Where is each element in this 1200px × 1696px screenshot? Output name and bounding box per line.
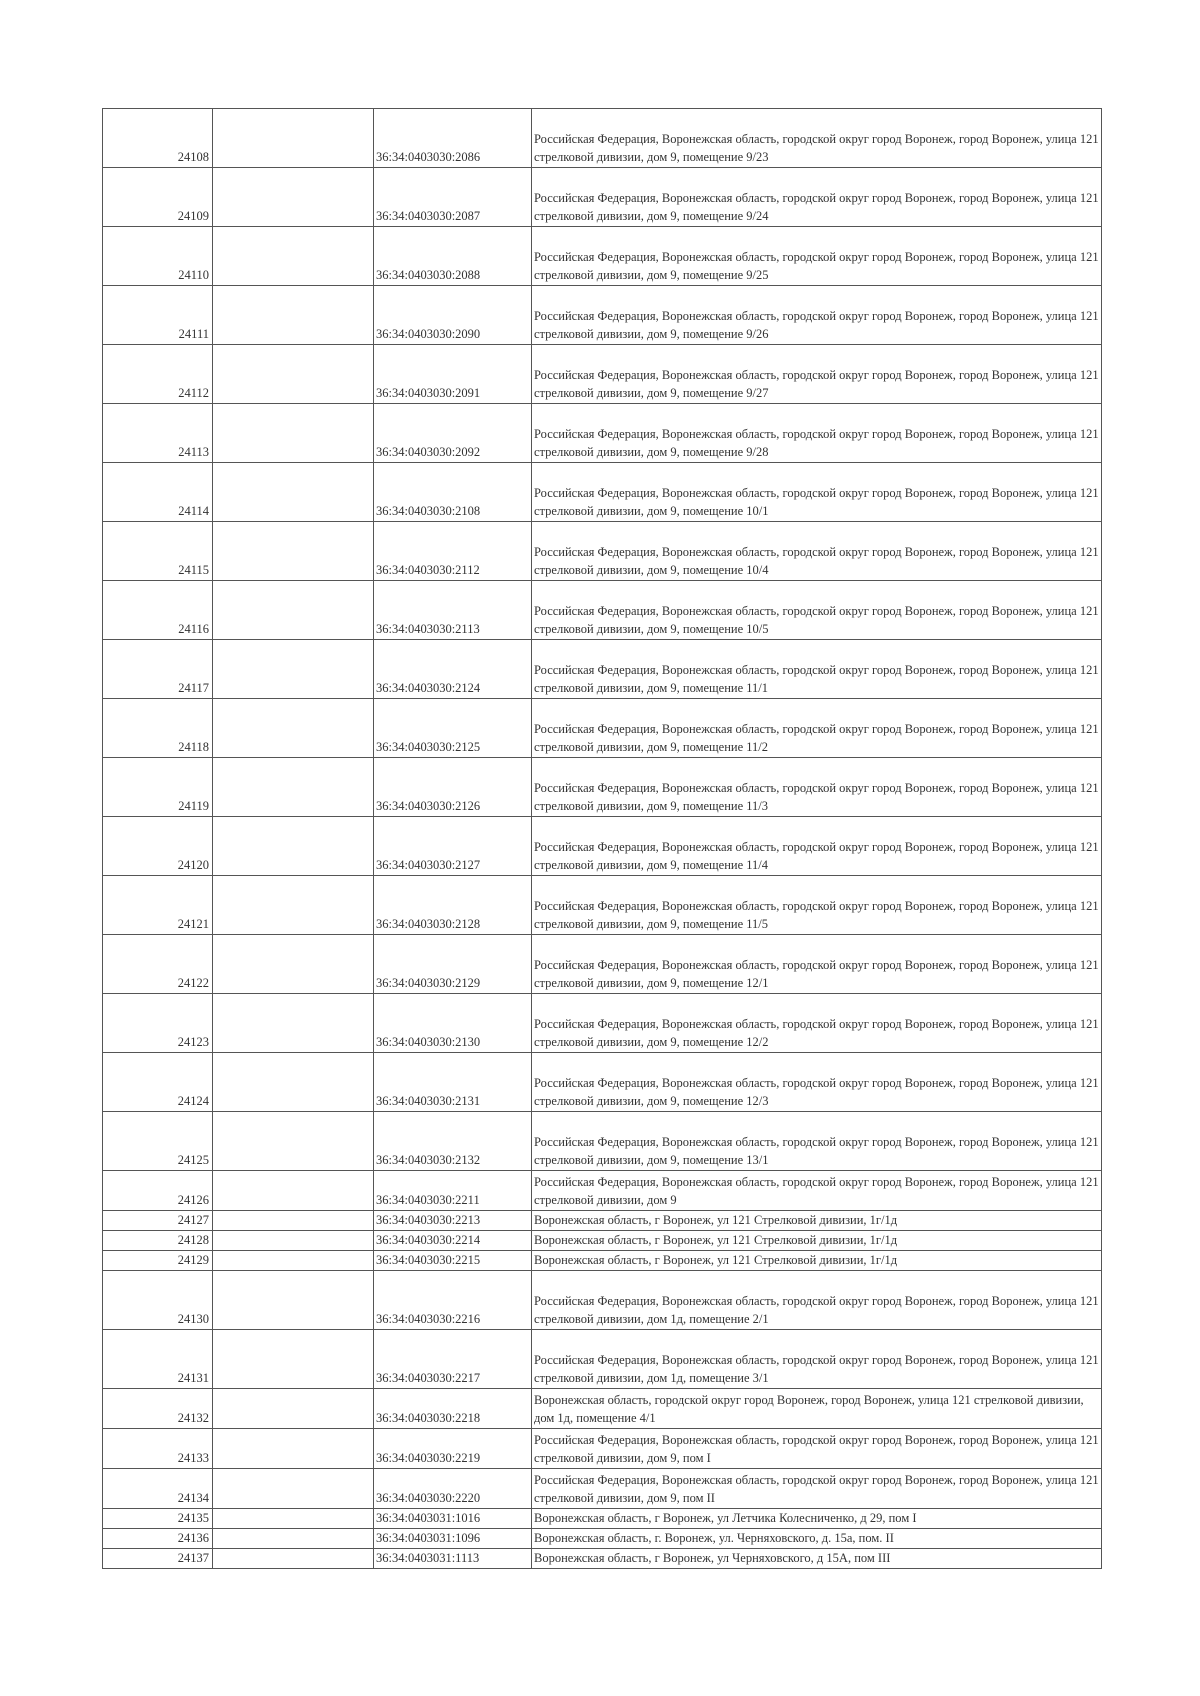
table-row (103, 286, 1102, 345)
address-cell: Российская Федерация, Воронежская область, городской округ город Воронеж, город Воронеж, улица 121 стрелковой дивизии, дом 9, помещение 9/25 (532, 227, 1102, 286)
address-cell: Воронежская область, г Воронеж, ул Черняховского, д 15А, пом III (532, 1549, 1102, 1569)
row-number-cell: 24121 (103, 876, 213, 935)
cadastral-number-cell: 36:34:0403030:2213 (374, 1211, 532, 1231)
row-empty-cell (213, 1429, 374, 1469)
row-empty-cell (213, 817, 374, 876)
row-empty-cell (213, 1330, 374, 1389)
table-row (103, 168, 1102, 227)
row-number-cell: 24136 (103, 1529, 213, 1549)
row-number-cell: 24128 (103, 1231, 213, 1251)
address-cell: Российская Федерация, Воронежская область, городской округ город Воронеж, город Воронеж, улица 121 стрелковой дивизии, дом 9, помещение 11/5 (532, 876, 1102, 935)
row-number-cell: 24124 (103, 1053, 213, 1112)
records-table (102, 108, 1102, 1569)
address-cell: Российская Федерация, Воронежская область, городской округ город Воронеж, город Воронеж, улица 121 стрелковой дивизии, дом 9, помещение 11/1 (532, 640, 1102, 699)
table-row (103, 463, 1102, 522)
table-row (103, 522, 1102, 581)
address-cell: Российская Федерация, Воронежская область, городской округ город Воронеж, город Воронеж, улица 121 стрелковой дивизии, дом 9, помещение 11/3 (532, 758, 1102, 817)
address-cell: Российская Федерация, Воронежская область, городской округ город Воронеж, город Воронеж, улица 121 стрелковой дивизии, дом 1д, помещение 2/1 (532, 1271, 1102, 1330)
table-row (103, 1251, 1102, 1271)
row-number-cell: 24113 (103, 404, 213, 463)
cadastral-number-cell: 36:34:0403030:2088 (374, 227, 532, 286)
cadastral-number-cell: 36:34:0403030:2214 (374, 1231, 532, 1251)
row-number-cell: 24118 (103, 699, 213, 758)
address-cell: Воронежская область, г Воронеж, ул 121 Стрелковой дивизии, 1г/1д (532, 1211, 1102, 1231)
table-row (103, 817, 1102, 876)
address-cell: Российская Федерация, Воронежская область, городской округ город Воронеж, город Воронеж, улица 121 стрелковой дивизии, дом 9, помещение 10/1 (532, 463, 1102, 522)
table-row (103, 1330, 1102, 1389)
address-cell: Российская Федерация, Воронежская область, городской округ город Воронеж, город Воронеж, улица 121 стрелковой дивизии, дом 9, помещение 10/4 (532, 522, 1102, 581)
table-row (103, 581, 1102, 640)
row-empty-cell (213, 109, 374, 168)
row-number-cell: 24131 (103, 1330, 213, 1389)
row-empty-cell (213, 1549, 374, 1569)
table-row (103, 1389, 1102, 1429)
row-empty-cell (213, 758, 374, 817)
table-row (103, 1549, 1102, 1569)
table-row (103, 699, 1102, 758)
row-empty-cell (213, 1251, 374, 1271)
table-row (103, 1112, 1102, 1171)
table-row (103, 1211, 1102, 1231)
cadastral-number-cell: 36:34:0403030:2218 (374, 1389, 532, 1429)
table-row (103, 1429, 1102, 1469)
cadastral-number-cell: 36:34:0403030:2129 (374, 935, 532, 994)
row-empty-cell (213, 227, 374, 286)
row-number-cell: 24134 (103, 1469, 213, 1509)
table-row (103, 227, 1102, 286)
table-row (103, 345, 1102, 404)
row-empty-cell (213, 994, 374, 1053)
address-cell: Российская Федерация, Воронежская область, городской округ город Воронеж, город Воронеж, улица 121 стрелковой дивизии, дом 9 (532, 1171, 1102, 1211)
row-empty-cell (213, 1112, 374, 1171)
row-empty-cell (213, 345, 374, 404)
address-cell: Российская Федерация, Воронежская область, городской округ город Воронеж, город Воронеж, улица 121 стрелковой дивизии, дом 9, помещение 10/5 (532, 581, 1102, 640)
cadastral-number-cell: 36:34:0403030:2113 (374, 581, 532, 640)
address-cell: Российская Федерация, Воронежская область, городской округ город Воронеж, город Воронеж, улица 121 стрелковой дивизии, дом 9, помещение 11/4 (532, 817, 1102, 876)
cadastral-number-cell: 36:34:0403030:2215 (374, 1251, 532, 1271)
cadastral-number-cell: 36:34:0403030:2131 (374, 1053, 532, 1112)
address-cell: Российская Федерация, Воронежская область, городской округ город Воронеж, город Воронеж, улица 121 стрелковой дивизии, дом 1д, помещение 3/1 (532, 1330, 1102, 1389)
row-empty-cell (213, 404, 374, 463)
address-cell: Российская Федерация, Воронежская область, городской округ город Воронеж, город Воронеж, улица 121 стрелковой дивизии, дом 9, пом I (532, 1429, 1102, 1469)
table-row (103, 1053, 1102, 1112)
cadastral-number-cell: 36:34:0403031:1113 (374, 1549, 532, 1569)
cadastral-number-cell: 36:34:0403030:2130 (374, 994, 532, 1053)
row-empty-cell (213, 1509, 374, 1529)
cadastral-number-cell: 36:34:0403030:2091 (374, 345, 532, 404)
address-cell: Российская Федерация, Воронежская область, городской округ город Воронеж, город Воронеж, улица 121 стрелковой дивизии, дом 9, помещение 9/27 (532, 345, 1102, 404)
table-row (103, 1509, 1102, 1529)
cadastral-number-cell: 36:34:0403030:2132 (374, 1112, 532, 1171)
table-row (103, 404, 1102, 463)
row-empty-cell (213, 1389, 374, 1429)
address-cell: Российская Федерация, Воронежская область, городской округ город Воронеж, город Воронеж, улица 121 стрелковой дивизии, дом 9, помещение 9/24 (532, 168, 1102, 227)
row-number-cell: 24130 (103, 1271, 213, 1330)
cadastral-number-cell: 36:34:0403030:2127 (374, 817, 532, 876)
row-number-cell: 24109 (103, 168, 213, 227)
row-number-cell: 24120 (103, 817, 213, 876)
row-empty-cell (213, 699, 374, 758)
cadastral-number-cell: 36:34:0403030:2126 (374, 758, 532, 817)
table-row (103, 758, 1102, 817)
row-number-cell: 24127 (103, 1211, 213, 1231)
row-empty-cell (213, 1231, 374, 1251)
cadastral-number-cell: 36:34:0403030:2112 (374, 522, 532, 581)
address-cell: Воронежская область, городской округ город Воронеж, город Воронеж, улица 121 стрелковой дивизии, дом 1д, помещение 4/1 (532, 1389, 1102, 1429)
row-empty-cell (213, 286, 374, 345)
row-empty-cell (213, 640, 374, 699)
address-cell: Российская Федерация, Воронежская область, городской округ город Воронеж, город Воронеж, улица 121 стрелковой дивизии, дом 9, помещение 9/23 (532, 109, 1102, 168)
table-row (103, 1171, 1102, 1211)
row-number-cell: 24116 (103, 581, 213, 640)
cadastral-number-cell: 36:34:0403030:2216 (374, 1271, 532, 1330)
row-number-cell: 24125 (103, 1112, 213, 1171)
address-cell: Российская Федерация, Воронежская область, городской округ город Воронеж, город Воронеж, улица 121 стрелковой дивизии, дом 9, помещение 12/3 (532, 1053, 1102, 1112)
table-row (103, 1231, 1102, 1251)
row-empty-cell (213, 463, 374, 522)
row-empty-cell (213, 1271, 374, 1330)
row-number-cell: 24133 (103, 1429, 213, 1469)
cadastral-number-cell: 36:34:0403030:2124 (374, 640, 532, 699)
cadastral-number-cell: 36:34:0403030:2087 (374, 168, 532, 227)
row-empty-cell (213, 1469, 374, 1509)
row-empty-cell (213, 1053, 374, 1112)
records-table-body (103, 109, 1102, 1569)
row-number-cell: 24122 (103, 935, 213, 994)
table-row (103, 994, 1102, 1053)
table-row (103, 109, 1102, 168)
row-number-cell: 24132 (103, 1389, 213, 1429)
row-empty-cell (213, 581, 374, 640)
cadastral-number-cell: 36:34:0403030:2108 (374, 463, 532, 522)
cadastral-number-cell: 36:34:0403030:2220 (374, 1469, 532, 1509)
row-empty-cell (213, 522, 374, 581)
table-row (103, 640, 1102, 699)
row-number-cell: 24108 (103, 109, 213, 168)
table-row (103, 876, 1102, 935)
cadastral-number-cell: 36:34:0403030:2092 (374, 404, 532, 463)
row-number-cell: 24137 (103, 1549, 213, 1569)
row-number-cell: 24115 (103, 522, 213, 581)
row-number-cell: 24117 (103, 640, 213, 699)
address-cell: Российская Федерация, Воронежская область, городской округ город Воронеж, город Воронеж, улица 121 стрелковой дивизии, дом 9, помещение 9/26 (532, 286, 1102, 345)
row-empty-cell (213, 168, 374, 227)
address-cell: Российская Федерация, Воронежская область, городской округ город Воронеж, город Воронеж, улица 121 стрелковой дивизии, дом 9, помещение 12/1 (532, 935, 1102, 994)
table-row (103, 1271, 1102, 1330)
cadastral-number-cell: 36:34:0403030:2217 (374, 1330, 532, 1389)
address-cell: Российская Федерация, Воронежская область, городской округ город Воронеж, город Воронеж, улица 121 стрелковой дивизии, дом 9, помещение 12/2 (532, 994, 1102, 1053)
row-empty-cell (213, 1211, 374, 1231)
row-number-cell: 24123 (103, 994, 213, 1053)
address-cell: Воронежская область, г Воронеж, ул Летчика Колесниченко, д 29, пом I (532, 1509, 1102, 1529)
address-cell: Российская Федерация, Воронежская область, городской округ город Воронеж, город Воронеж, улица 121 стрелковой дивизии, дом 9, пом II (532, 1469, 1102, 1509)
row-number-cell: 24114 (103, 463, 213, 522)
row-number-cell: 24126 (103, 1171, 213, 1211)
address-cell: Воронежская область, г. Воронеж, ул. Черняховского, д. 15а, пом. II (532, 1529, 1102, 1549)
cadastral-number-cell: 36:34:0403030:2125 (374, 699, 532, 758)
address-cell: Российская Федерация, Воронежская область, городской округ город Воронеж, город Воронеж, улица 121 стрелковой дивизии, дом 9, помещение 9/28 (532, 404, 1102, 463)
address-cell: Российская Федерация, Воронежская область, городской округ город Воронеж, город Воронеж, улица 121 стрелковой дивизии, дом 9, помещение 13/1 (532, 1112, 1102, 1171)
cadastral-number-cell: 36:34:0403030:2128 (374, 876, 532, 935)
cadastral-number-cell: 36:34:0403030:2090 (374, 286, 532, 345)
table-row (103, 935, 1102, 994)
address-cell: Российская Федерация, Воронежская область, городской округ город Воронеж, город Воронеж, улица 121 стрелковой дивизии, дом 9, помещение 11/2 (532, 699, 1102, 758)
row-empty-cell (213, 1529, 374, 1549)
row-number-cell: 24112 (103, 345, 213, 404)
cadastral-number-cell: 36:34:0403031:1016 (374, 1509, 532, 1529)
row-number-cell: 24110 (103, 227, 213, 286)
row-empty-cell (213, 1171, 374, 1211)
cadastral-number-cell: 36:34:0403030:2219 (374, 1429, 532, 1469)
row-number-cell: 24135 (103, 1509, 213, 1529)
row-number-cell: 24119 (103, 758, 213, 817)
table-row (103, 1469, 1102, 1509)
row-number-cell: 24129 (103, 1251, 213, 1271)
row-empty-cell (213, 876, 374, 935)
cadastral-number-cell: 36:34:0403030:2211 (374, 1171, 532, 1211)
cadastral-number-cell: 36:34:0403030:2086 (374, 109, 532, 168)
table-row (103, 1529, 1102, 1549)
address-cell: Воронежская область, г Воронеж, ул 121 Стрелковой дивизии, 1г/1д (532, 1231, 1102, 1251)
address-cell: Воронежская область, г Воронеж, ул 121 Стрелковой дивизии, 1г/1д (532, 1251, 1102, 1271)
row-empty-cell (213, 935, 374, 994)
cadastral-number-cell: 36:34:0403031:1096 (374, 1529, 532, 1549)
row-number-cell: 24111 (103, 286, 213, 345)
